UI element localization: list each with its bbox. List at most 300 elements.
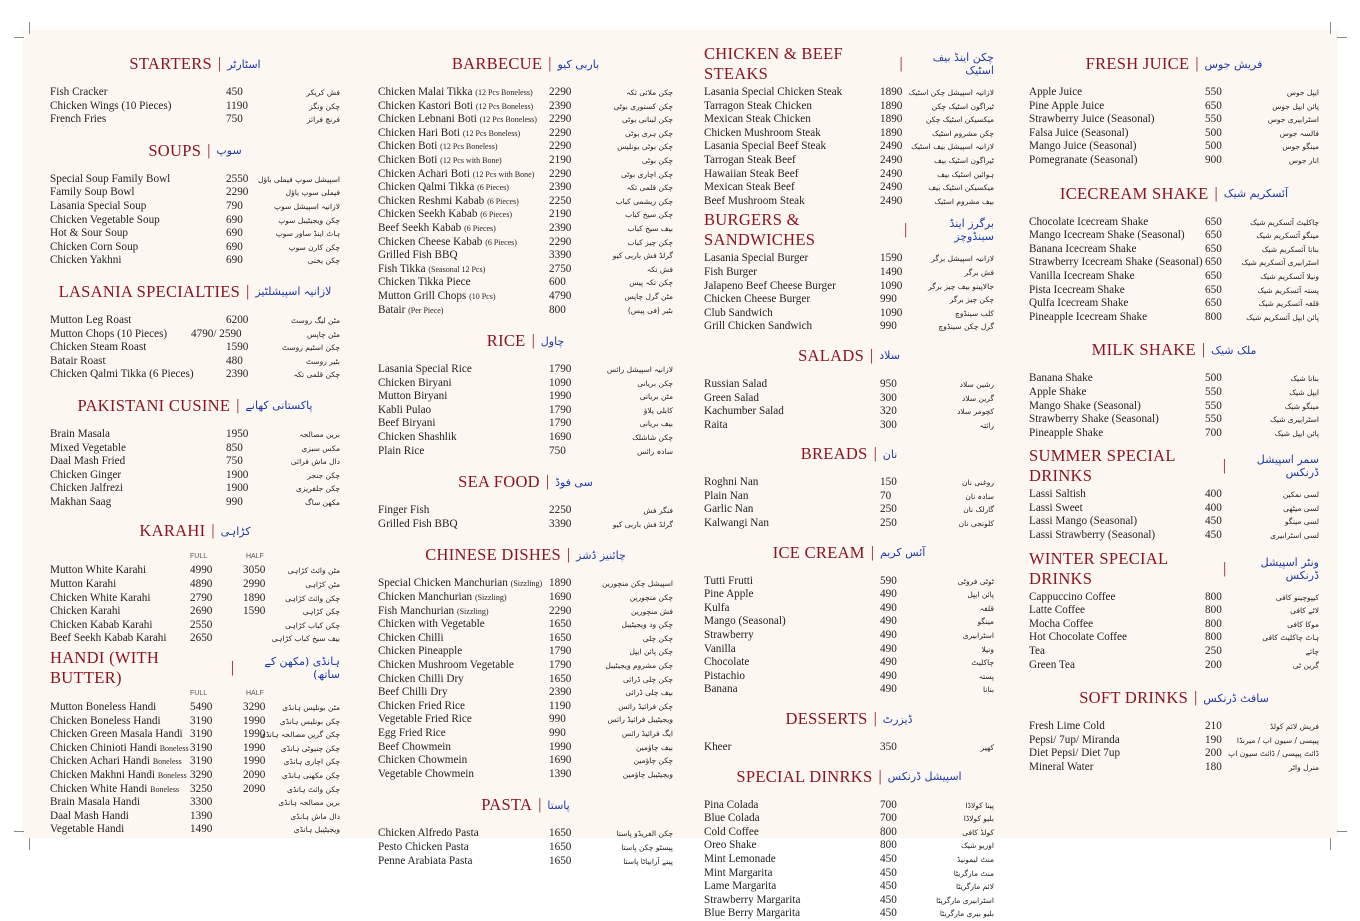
section-title-urdu: چائنیز ڈشز (576, 548, 626, 562)
item-name-text: Mutton Biryani (378, 390, 448, 403)
section-title: RICE (486, 331, 526, 351)
item-name-urdu: گرین ٹی (1292, 660, 1319, 670)
item-name (704, 405, 784, 419)
heading-divider: | (545, 473, 550, 491)
item-name (1029, 229, 1185, 243)
item-name (378, 605, 488, 619)
item-name-text: Mineral Water (1029, 761, 1094, 773)
item-price: 2490 (880, 194, 903, 207)
item-name (50, 442, 126, 456)
item-name-urdu: پینے آرابیاٹا پاستا (623, 856, 673, 866)
item-name-text: Qulfa Icecream Shake (1029, 297, 1129, 310)
item-name-urdu: قلفہ آئسکریم شیک (1258, 299, 1319, 309)
menu-item (378, 195, 673, 209)
item-name-urdu: چکن بریانی (637, 378, 673, 388)
section-heading (704, 344, 994, 368)
item-name (1029, 140, 1137, 154)
item-price: 800 (880, 839, 897, 852)
item-name (378, 263, 485, 277)
menu-item (378, 686, 673, 700)
item-price: 650 (1205, 99, 1222, 112)
item-name-urdu: پائن ایپل (967, 590, 994, 600)
item-name-urdu: بیف چلی ڈرائی (625, 688, 673, 698)
item-name-urdu: مکس سبزی (301, 443, 340, 453)
item-name-urdu: پستہ آئسکریم شیک (1257, 285, 1319, 295)
item-name-urdu: چکن کارن سوپ (288, 242, 340, 252)
item-name-text: Batair (378, 303, 406, 316)
menu-item (1029, 127, 1319, 141)
item-name-text: Grilled Fish BBQ (378, 517, 458, 530)
item-price: 2690 (190, 605, 213, 618)
item-price: 1590 (226, 341, 249, 354)
item-name-urdu: لازانیہ اسپیشل برگر (931, 254, 994, 264)
item-name-text: Pesto Chicken Pasta (378, 840, 469, 853)
item-name-text: Chicken Green Masala Handi (50, 728, 183, 741)
item-name-text: Egg Fried Rice (378, 726, 446, 739)
menu-item (378, 236, 673, 250)
item-name-text: Chocolate (704, 656, 750, 669)
item-name (1029, 427, 1103, 441)
crop-mark (14, 37, 24, 38)
item-price: 490 (880, 629, 897, 642)
menu-item (378, 168, 673, 182)
menu-item (378, 645, 673, 659)
item-price: 1650 (549, 827, 572, 840)
item-name-text: Chicken Lebnani Boti (378, 113, 477, 126)
item-name-text: Lame Margarita (704, 880, 777, 893)
item-price: 4990 (190, 564, 213, 577)
item-name-urdu: بلیو کولاڈا (963, 814, 994, 824)
item-name-text: Chicken Steam Roast (50, 341, 147, 354)
item-name (378, 855, 472, 869)
item-name-text: Lassi Strawberry (Seasonal) (1029, 529, 1156, 542)
item-price: 1390 (190, 809, 213, 822)
item-name (1029, 100, 1104, 114)
menu-item (378, 127, 673, 141)
menu-item (378, 841, 673, 855)
item-price: 950 (880, 377, 897, 390)
menu-item (1029, 631, 1319, 645)
section-handi-with-butter (50, 648, 340, 837)
item-name-urdu: چکن مکھنی ہانڈی (282, 771, 340, 780)
item-price: 1650 (549, 618, 572, 631)
item-name (378, 431, 457, 445)
item-name-text: Lassi Sweet (1029, 501, 1083, 514)
item-price: 800 (1205, 604, 1222, 617)
item-name-text: Strawberry Margarita (704, 893, 801, 906)
item-name-text: Beef Chowmein (378, 740, 452, 753)
item-price: 2250 (549, 194, 572, 207)
section-heading (50, 280, 340, 304)
section-special-dinrks (704, 765, 994, 921)
item-name-urdu: کیپوچینو کافی (1275, 592, 1319, 602)
item-name-text: Chicken Kastori Boti (378, 99, 474, 112)
crop-mark (29, 838, 30, 850)
item-name (50, 796, 140, 810)
item-name-text: Makhan Saag (50, 495, 112, 508)
item-name-text: Pine Apple (704, 588, 754, 601)
item-name-urdu: مینگو شیک (1284, 401, 1319, 411)
item-name-text: Beef Chilli Dry (378, 686, 448, 699)
item-note: (12 Pcs Boneless) (479, 115, 537, 125)
heading-divider: | (218, 55, 222, 72)
item-name (378, 727, 446, 741)
item-name-urdu: ونیلا (981, 644, 994, 654)
section-title: MILK SHAKE (1091, 340, 1196, 360)
section-title: LASANIA SPECIALTIES (58, 281, 241, 301)
section-title-urdu: چکن اینڈ بیف اسٹیک (932, 51, 994, 77)
menu-item (378, 390, 673, 404)
item-name (50, 368, 194, 382)
item-name (378, 140, 497, 154)
item-name-urdu: چکن چیز کباب (627, 237, 673, 247)
heading-divider: | (873, 445, 877, 463)
menu-item (704, 127, 994, 141)
item-price: 1690 (549, 754, 572, 767)
item-name (704, 378, 767, 392)
item-price: 3390 (549, 517, 572, 530)
menu-item (704, 419, 994, 433)
item-name-urdu: چکن وائٹ کڑاہی (285, 593, 340, 603)
item-name-urdu: لازانیہ اسپیشل بیف اسٹیک (911, 142, 994, 152)
item-name-urdu: جالاپینو بیف چیز برگر (928, 281, 994, 291)
item-name-urdu: اسپیشل سوپ فیملی باؤل (258, 174, 340, 184)
menu-item (1029, 502, 1319, 516)
item-name-urdu: چکن چلی ڈرائی (622, 674, 673, 684)
section-title-urdu: آئسکریم شیک (1223, 187, 1289, 201)
item-name-urdu: کولڈ کافی (962, 827, 994, 837)
item-name-urdu: مینگو آئسکریم شیک (1256, 231, 1319, 241)
item-name (704, 280, 836, 294)
menu-item (704, 839, 994, 853)
item-name (378, 390, 447, 404)
item-name (1029, 311, 1147, 325)
item-name-urdu: لاٹے کافی (1290, 606, 1319, 616)
item-name-text: Mango Shake (Seasonal) (1029, 399, 1141, 412)
item-name (378, 700, 465, 714)
item-price-half: 1990 (243, 755, 266, 768)
item-price: 2390 (549, 99, 572, 112)
menu-item (704, 629, 994, 643)
item-name-text: Pina Colada (704, 798, 759, 811)
item-price: 500 (1205, 372, 1222, 385)
item-name (704, 839, 757, 853)
item-name-text: Chicken Cheese Kabab (378, 235, 483, 248)
item-name-text: Mutton White Karahi (50, 564, 147, 577)
menu-column-1 (50, 52, 340, 837)
item-name-urdu: برین مصالحہ ہانڈی (278, 798, 340, 808)
menu-item (378, 618, 673, 632)
item-name-urdu: بنانا شیک (1290, 374, 1319, 384)
section-pasta (378, 793, 673, 868)
menu-item (704, 195, 994, 209)
menu-item (1029, 720, 1319, 734)
item-name (1029, 734, 1120, 748)
section-title-urdu: چاول (540, 334, 565, 348)
section-title-urdu: برگرز اینڈ سینڈوچز (949, 217, 994, 244)
item-price: 450 (1205, 515, 1222, 528)
menu-item (378, 363, 673, 377)
item-price: 990 (880, 293, 897, 306)
item-name-urdu: چکن جلفریزی (295, 484, 340, 494)
item-price: 1890 (880, 126, 903, 139)
item-name-text: Chicken Malai Tikka (378, 86, 473, 98)
menu-item (704, 575, 994, 589)
item-name-urdu: چکن ریشمی کباب (615, 196, 673, 206)
item-name-urdu: پینا کولاڈا (965, 800, 994, 810)
menu-item (1029, 604, 1319, 618)
heading-divider: | (1223, 559, 1227, 577)
item-price: 2290 (549, 126, 572, 139)
item-price: 200 (1205, 658, 1222, 671)
item-name (704, 670, 745, 684)
item-name-urdu: چکن اچاری ہانڈی (283, 757, 340, 767)
heading-divider: | (1214, 184, 1218, 202)
item-name (1029, 515, 1137, 529)
item-name-text: Fish Tikka (378, 262, 426, 275)
item-name-text: Chicken Qalmi Tikka (378, 181, 475, 194)
item-name (50, 564, 146, 578)
section-title: CHINESE DISHES (425, 545, 561, 565)
item-name (1029, 631, 1127, 645)
item-price: 250 (1205, 645, 1222, 658)
item-name-text: Grilled Fish BBQ (378, 249, 458, 262)
item-price: 1950 (226, 427, 249, 440)
item-price: 2390 (226, 368, 249, 381)
item-name (704, 894, 800, 908)
item-price: 2290 (549, 167, 572, 180)
menu-item (378, 181, 673, 195)
section-heading (378, 793, 673, 817)
item-price: 490 (880, 588, 897, 601)
item-name-urdu: پیسٹو چکن پاستا (621, 842, 673, 852)
section-salads (704, 344, 994, 432)
item-price: 3190 (190, 741, 213, 754)
item-name-urdu: اسٹرابیری مارگریٹا (936, 895, 994, 905)
item-name-urdu: سادہ رائس (636, 446, 673, 456)
item-name-text: Mocha Coffee (1029, 617, 1094, 630)
heading-divider: | (1195, 55, 1199, 72)
menu-item (378, 222, 673, 236)
section-barbecue (378, 52, 673, 317)
item-price: 4790/ 2590 (191, 327, 242, 340)
item-name-text: Chicken Cheese Burger (704, 293, 811, 306)
item-name (378, 236, 517, 250)
section-heading (378, 543, 673, 567)
item-name-text: Chicken Boti (378, 140, 438, 153)
item-name-text: Chicken Hari Boti (378, 126, 461, 139)
section-title-urdu: اسٹارٹر (227, 57, 261, 71)
item-price: 650 (1205, 256, 1222, 269)
item-name-text: Finger Fish (378, 504, 430, 517)
item-name-text: Kalwangi Nan (704, 517, 769, 530)
heading-divider: | (870, 543, 874, 561)
item-name (50, 715, 161, 729)
item-name-urdu: فرنچ فرائز (306, 115, 340, 125)
item-note: (Seasonal 12 Pcs) (428, 264, 486, 274)
item-name (50, 810, 129, 824)
item-name-urdu: چکن کستوری بوٹی (613, 101, 673, 111)
item-name-text: Chicken Achari Handi (50, 755, 151, 768)
item-name-text: Chicken Chilli (378, 631, 444, 644)
item-price: 2790 (190, 591, 213, 604)
item-name-text: Daal Mash Fried (50, 455, 126, 468)
item-note: (12 Pcs Boneless) (475, 101, 534, 111)
heading-divider: | (531, 332, 535, 350)
section-lasania-specialties (50, 280, 340, 382)
item-name-text: French Fries (50, 113, 107, 126)
section-icecream-shake (1029, 182, 1319, 325)
item-name (50, 755, 182, 769)
item-name-urdu: مٹن کڑاہی (305, 580, 340, 590)
item-name-text: Garlic Nan (704, 503, 754, 516)
heading-divider: | (566, 546, 571, 564)
item-name-urdu: ہوائین اسٹیک بیف (937, 169, 994, 179)
item-name-text: Mutton Leg Roast (50, 313, 132, 326)
item-name-urdu: اسپیشل چکن منچورین (602, 579, 673, 589)
item-price: 1790 (549, 363, 572, 376)
item-price: 2650 (190, 632, 213, 645)
item-name-text: Daal Mash Handi (50, 809, 129, 822)
section-title-urdu: فریش جوس (1204, 57, 1263, 71)
item-name-urdu: فش منچورین (631, 606, 673, 616)
item-name-text: Penne Arabiata Pasta (378, 854, 473, 867)
section-title-urdu: نان (882, 447, 898, 461)
item-name-urdu: دال ماش ہانڈی (290, 811, 340, 821)
section-fresh-juice (1029, 52, 1319, 168)
item-note: (12 Pcs Boneless) (475, 88, 533, 97)
item-price: 1900 (226, 468, 249, 481)
item-name-urdu: پائن ایپل شیک (1274, 428, 1319, 438)
menu-item (378, 100, 673, 114)
item-name-text: Chicken Mushroom Steak (704, 126, 821, 139)
item-name-text: Plain Nan (704, 489, 749, 502)
item-name (1029, 127, 1128, 141)
item-price: 490 (880, 656, 897, 669)
item-name-text: Lasania Special Soup (50, 199, 147, 212)
item-name-text: Hot & Sour Soup (50, 227, 129, 240)
item-price: 690 (226, 227, 243, 240)
menu-item (378, 431, 673, 445)
menu-item (1029, 256, 1319, 270)
menu-item (704, 656, 994, 670)
item-name (1029, 113, 1155, 127)
item-name-urdu: مکھن ساگ (305, 497, 340, 507)
menu-item (378, 591, 673, 605)
heading-divider: | (899, 55, 903, 72)
item-name-urdu: مٹن گرل چاپس (624, 291, 673, 301)
item-name-text: Beef Seekh Kabab (378, 221, 462, 234)
item-name-text: Jalapeno Beef Cheese Burger (704, 279, 836, 292)
item-price: 550 (1205, 413, 1222, 426)
item-price: 400 (1205, 501, 1222, 514)
item-name-urdu: بیف سیخ کباب کڑاہی (271, 634, 340, 644)
menu-item (704, 853, 994, 867)
item-price: 800 (880, 825, 897, 838)
item-price: 490 (880, 642, 897, 655)
item-price: 1190 (226, 99, 248, 112)
heading-divider: | (873, 710, 877, 727)
item-name-text: Chicken Mushroom Vegetable (378, 659, 514, 671)
item-name-text: Blue Berry Margarita (704, 907, 801, 920)
item-name-text: Vanilla (704, 642, 736, 655)
menu-item (50, 769, 340, 783)
item-price: 650 (1205, 242, 1222, 255)
item-price: 650 (1205, 283, 1222, 296)
item-name (378, 768, 474, 782)
item-price-half: 1590 (243, 605, 266, 618)
item-price: 70 (880, 489, 892, 502)
section-soft-drinks (1029, 686, 1319, 774)
item-name-urdu: فنگر فش (643, 506, 673, 516)
item-name-text: Chicken White Karahi (50, 591, 151, 604)
item-price: 1790 (549, 403, 572, 416)
item-name (704, 615, 786, 629)
item-name-urdu: اسٹرابیری (962, 631, 994, 641)
menu-item (704, 86, 994, 100)
menu-item (1029, 529, 1319, 543)
menu-item (704, 154, 994, 168)
menu-item (704, 476, 994, 490)
heading-divider: | (878, 767, 882, 785)
item-price: 690 (226, 213, 243, 226)
heading-divider: | (230, 659, 235, 677)
item-name-urdu: میکسیکن اسٹیک بیف (928, 183, 994, 193)
item-price: 500 (1205, 126, 1222, 139)
menu-item (50, 455, 340, 469)
item-price: 1890 (880, 86, 903, 98)
menu-item (378, 208, 673, 222)
item-name-text: Special Soup Family Bowl (50, 172, 171, 185)
item-price: 450 (880, 907, 897, 920)
item-note: (6 Pieces) (487, 196, 519, 206)
menu-item (1029, 413, 1319, 427)
section-title: STARTERS (129, 54, 212, 73)
item-name (1029, 645, 1045, 659)
item-name-urdu: چاکلیٹ آئسکریم شیک (1250, 217, 1319, 227)
item-name (1029, 618, 1093, 632)
menu-item (1029, 659, 1319, 673)
item-name-urdu: چکن منچورین (629, 593, 673, 603)
item-price: 550 (1205, 399, 1222, 412)
item-name-urdu: پائن ایپل آئسکریم شیک (1246, 312, 1319, 322)
section-ice-cream (704, 541, 994, 697)
item-name-urdu: کلونجی نان (958, 519, 994, 529)
item-name-urdu: چکن سیخ کباب (625, 210, 673, 220)
item-price: 650 (1205, 269, 1222, 282)
item-name-urdu: چکن لبنانی بوٹی (622, 115, 673, 125)
item-name-text: Hot Chocolate Coffee (1029, 631, 1127, 644)
item-name-text: Strawberry Shake (Seasonal) (1029, 413, 1159, 426)
item-price: 2490 (880, 153, 903, 166)
item-price: 700 (880, 812, 897, 825)
heading-divider: | (904, 221, 908, 239)
item-name-urdu: مٹن چاپس (307, 329, 340, 339)
item-name-urdu: ٹیراگون اسٹیک بیف (933, 155, 994, 165)
item-note: (6 Pieces) (480, 210, 512, 220)
menu-item (378, 700, 673, 714)
item-name (50, 496, 111, 510)
item-name-text: Banana Icecream Shake (1029, 242, 1137, 255)
menu-item (50, 214, 340, 228)
item-name-text: Roghni Nan (704, 476, 759, 489)
section-title-urdu: ڈیزرٹ (882, 712, 913, 726)
item-name (378, 181, 509, 195)
item-name-text: Tutti Frutti (704, 574, 754, 587)
menu-item (378, 827, 673, 841)
item-price: 480 (226, 354, 243, 367)
item-name-text: Fish Cracker (50, 86, 108, 98)
